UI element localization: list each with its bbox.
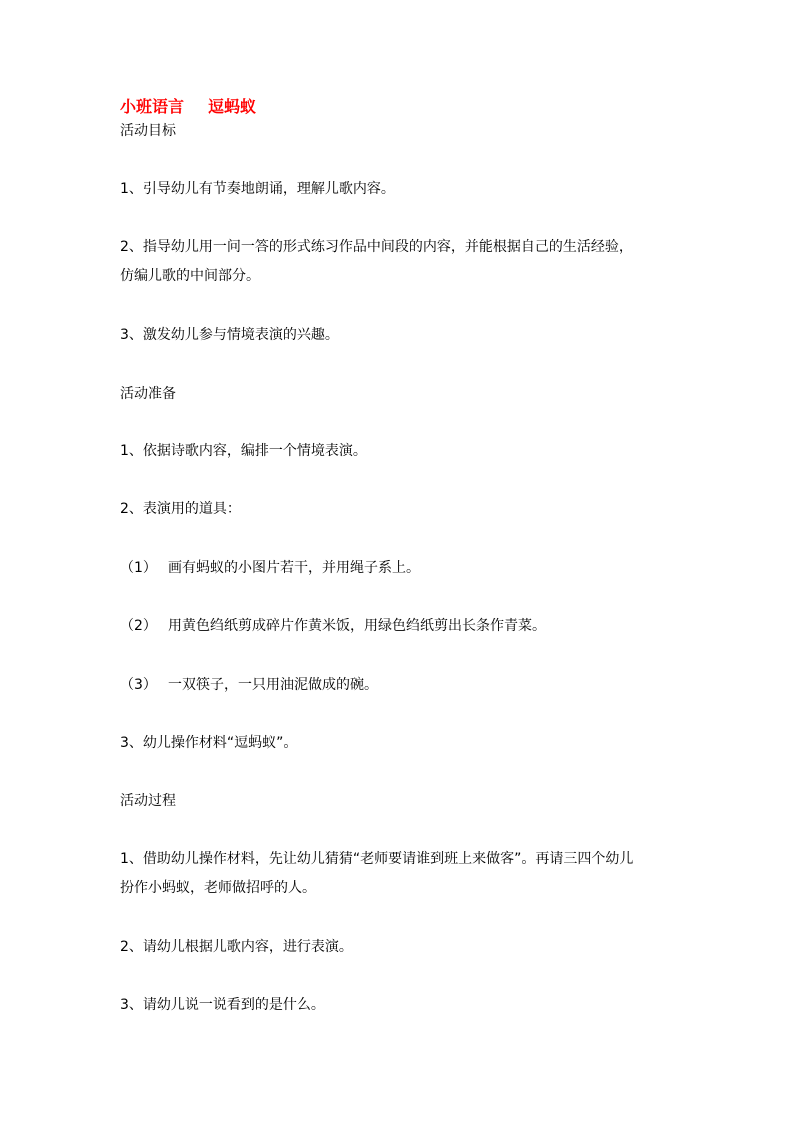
- prop-item-3: [120, 675, 378, 695]
- title-name: 逗蚂蚁: [208, 97, 257, 116]
- prop-item-2-text: 用黄色绉纸剪成碎片作黄米饭，用绿色绉纸剪出长条作青菜。: [168, 618, 546, 634]
- document-title: [120, 96, 256, 118]
- prop-item-2-number: （2）: [120, 618, 157, 634]
- goal-item-2-line-1: 2、指导幼儿用一问一答的形式练习作品中间段的内容，并能根据自己的生活经验，: [120, 239, 633, 255]
- process-heading: 活动过程: [120, 793, 176, 809]
- prep-heading: 活动准备: [120, 386, 176, 402]
- process-item-1-line-2: 扮作小蚂蚁，老师做招呼的人。: [120, 880, 316, 896]
- goals-heading: 活动目标: [120, 123, 176, 139]
- prop-item-3-number: （3）: [120, 677, 157, 693]
- prop-item-3-text: 一双筷子，一只用油泥做成的碗。: [168, 677, 378, 693]
- prop-item-1: [120, 558, 420, 578]
- title-category: 小班语言: [120, 97, 185, 116]
- prep-item-1: 1、依据诗歌内容，编排一个情境表演。: [120, 443, 367, 459]
- process-item-3: 3、请幼儿说一说看到的是什么。: [120, 997, 325, 1013]
- goal-item-3: 3、激发幼儿参与情境表演的兴趣。: [120, 327, 339, 343]
- process-item-2: 2、请幼儿根据儿歌内容，进行表演。: [120, 939, 353, 955]
- process-item-1-line-1: 1、借助幼儿操作材料，先让幼儿猜猜“老师要请谁到班上来做客”。再请三四个幼儿: [120, 851, 634, 867]
- prop-item-1-number: （1）: [120, 560, 157, 576]
- goal-item-1: 1、引导幼儿有节奏地朗诵，理解儿歌内容。: [120, 181, 395, 197]
- prop-item-2: [120, 616, 546, 636]
- prep-item-3: 3、幼儿操作材料“逗蚂蚁”。: [120, 735, 298, 751]
- goal-item-2-line-2: 仿编儿歌的中间部分。: [120, 268, 260, 284]
- prep-item-2: 2、表演用的道具：: [120, 501, 241, 517]
- prop-item-1-text: 画有蚂蚁的小图片若干，并用绳子系上。: [168, 560, 420, 576]
